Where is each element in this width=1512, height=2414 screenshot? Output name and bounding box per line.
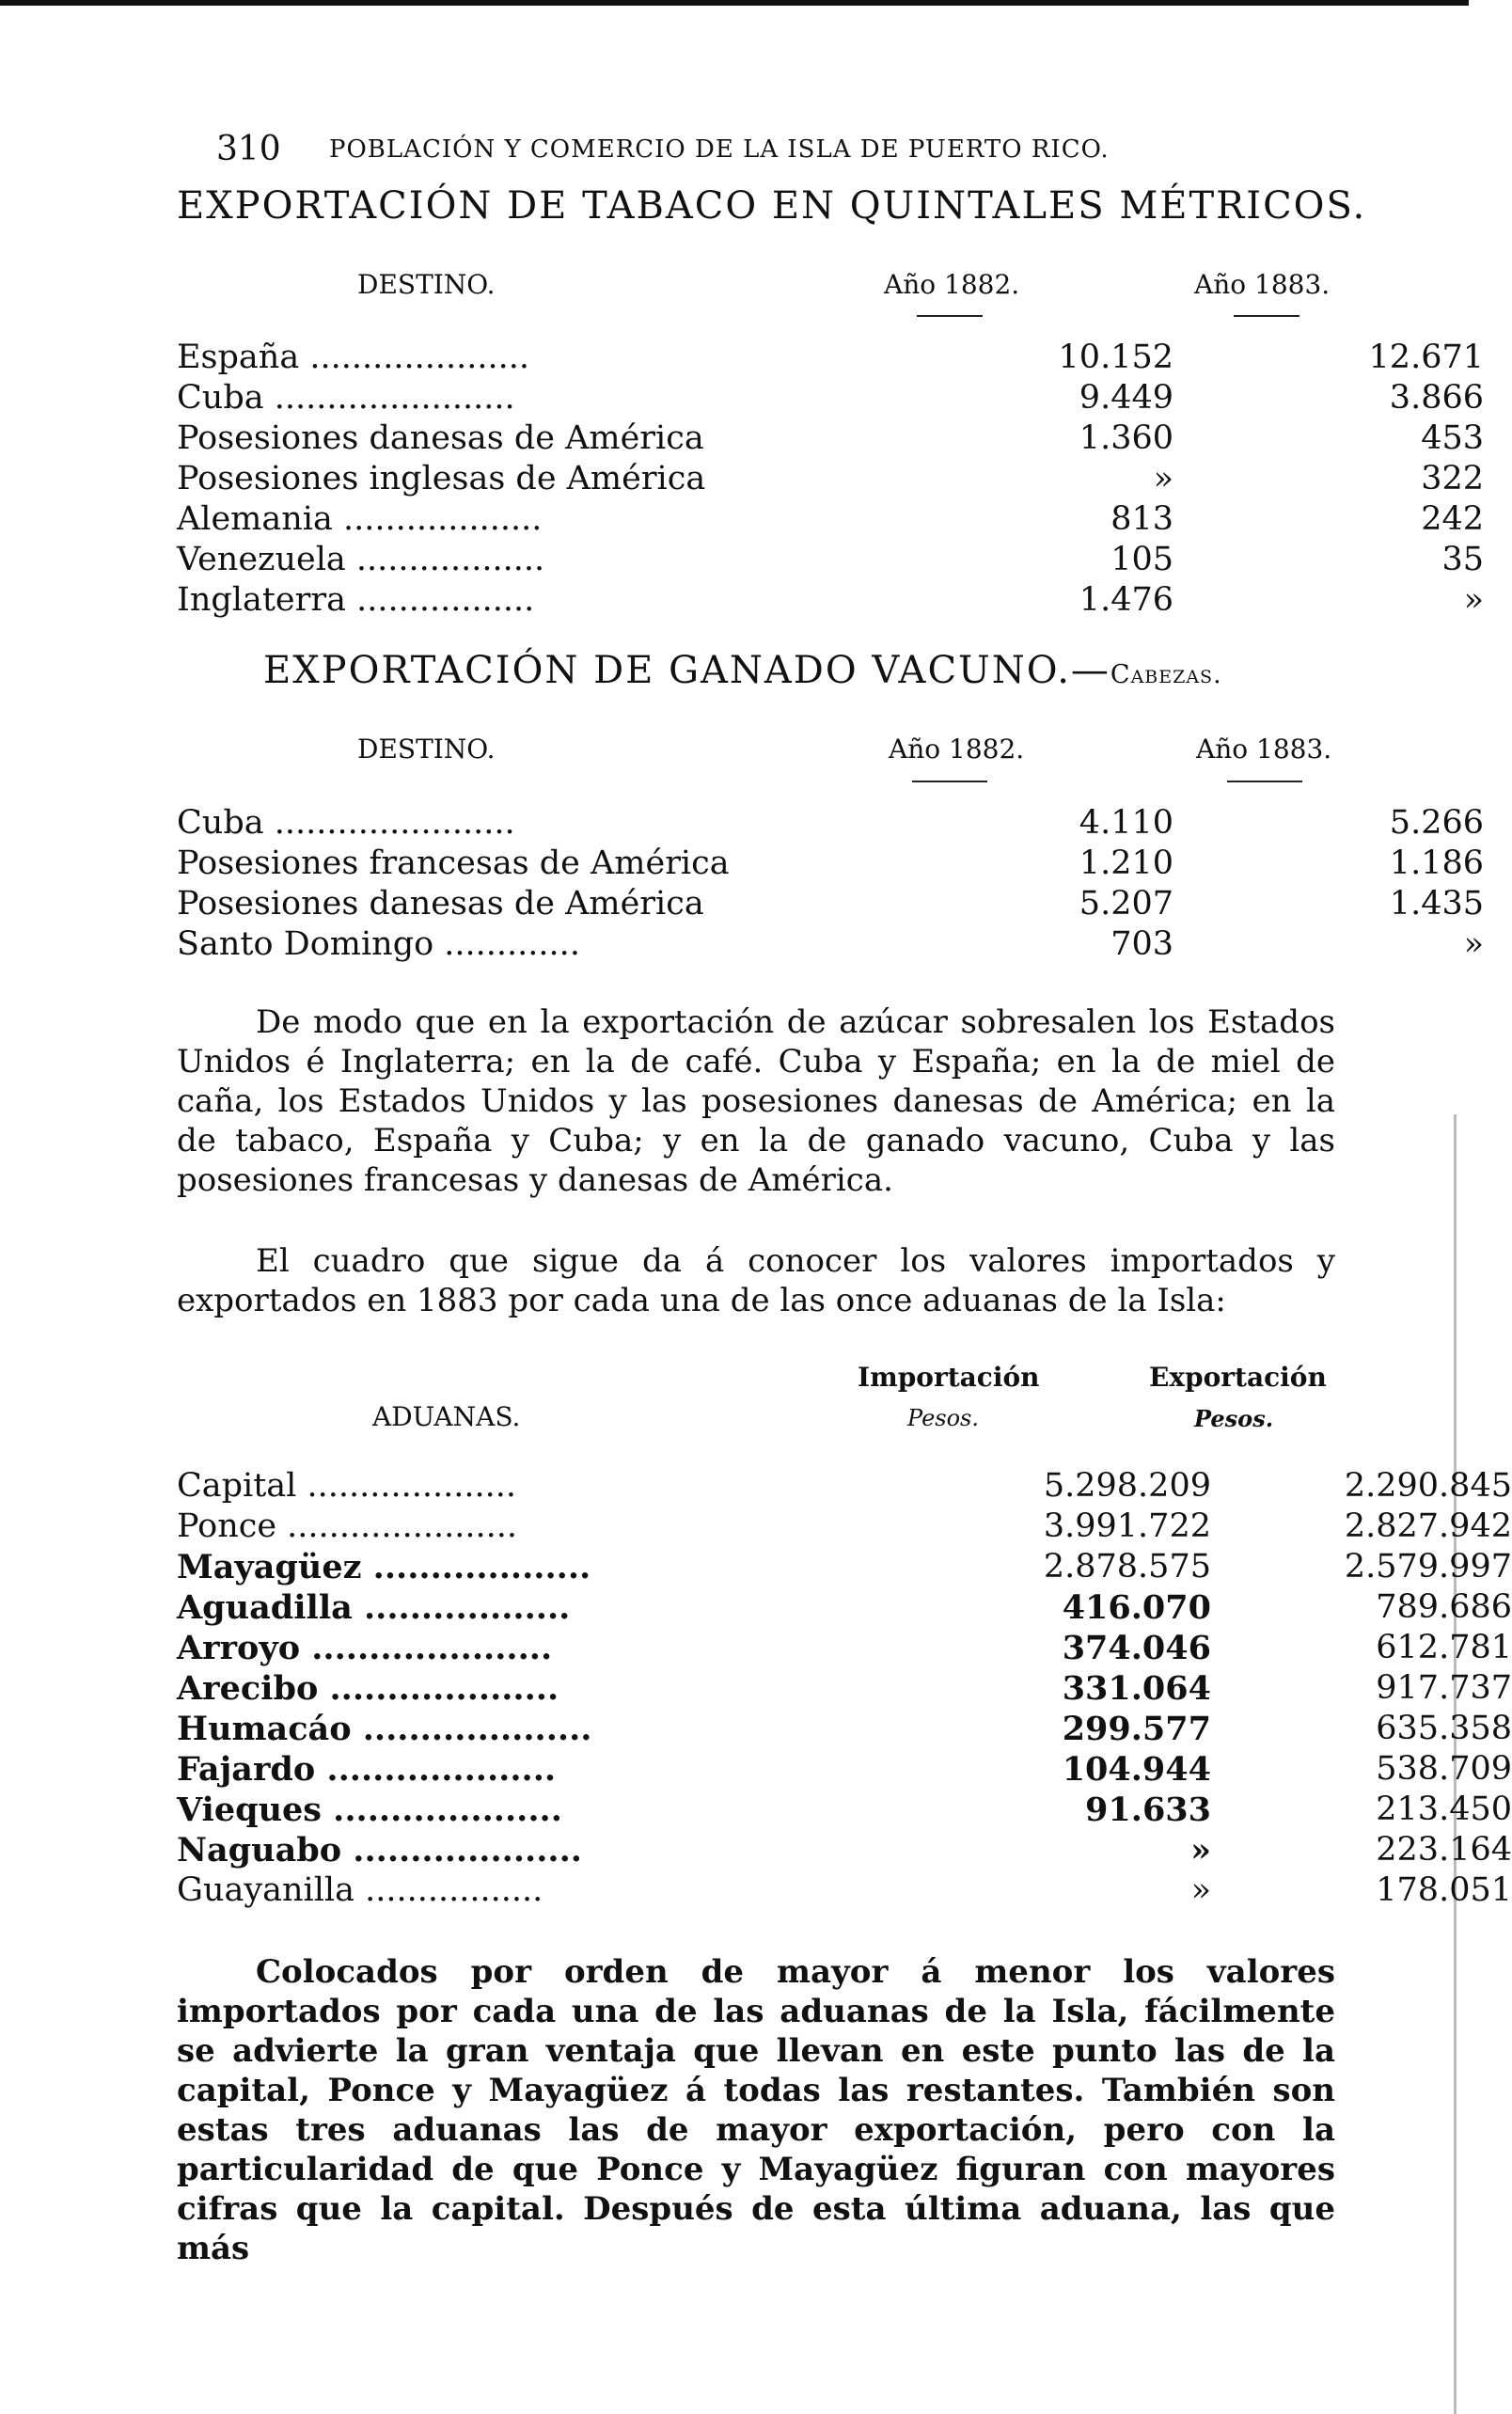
aduanas-cell-value-2: 178.051 xyxy=(1376,1871,1512,1909)
ganado-title-suffix: Cabezas. xyxy=(1110,660,1222,689)
aduanas-cell-value-2: 789.686 xyxy=(1376,1588,1512,1626)
table-row xyxy=(177,460,1484,499)
tabaco-rule-1883 xyxy=(1234,315,1299,317)
table-row xyxy=(177,1588,1512,1628)
aduanas-cell-value-1: 5.298.209 xyxy=(1043,1467,1211,1505)
tabaco-cell-value-1: 10.152 xyxy=(1058,339,1173,376)
table-row xyxy=(177,1750,1512,1790)
aduanas-unit-export: Pesos. xyxy=(1194,1405,1274,1432)
tabaco-cell-value-2: 3.866 xyxy=(1389,379,1484,417)
aduanas-cell-value-2: 2.579.997 xyxy=(1344,1548,1512,1586)
table-row xyxy=(177,1548,1512,1587)
aduanas-col-aduanas: ADUANAS. xyxy=(372,1401,521,1432)
table-row xyxy=(177,541,1484,580)
page-number: 310 xyxy=(216,130,281,168)
aduanas-cell-label: Aguadilla .................. xyxy=(177,1588,571,1627)
ganado-cell-label: Santo Domingo ............. xyxy=(177,925,580,963)
tabaco-cell-label: Inglaterra ................. xyxy=(177,581,535,619)
table-row xyxy=(177,1629,1512,1668)
table-row xyxy=(177,844,1484,884)
aduanas-unit-import: Pesos. xyxy=(907,1405,979,1431)
table-row xyxy=(177,1710,1512,1749)
tabaco-title: EXPORTACIÓN DE TABACO EN QUINTALES MÉTRICOS. xyxy=(177,184,1367,228)
aduanas-cell-value-2: 917.737 xyxy=(1376,1669,1512,1707)
aduanas-cell-value-2: 223.164 xyxy=(1376,1831,1512,1869)
table-row xyxy=(177,885,1484,924)
ganado-cell-label: Cuba ....................... xyxy=(177,804,515,842)
tabaco-cell-value-1: 105 xyxy=(1110,541,1173,578)
ganado-title xyxy=(263,649,1222,692)
table-row xyxy=(177,339,1484,378)
table-row xyxy=(177,1669,1512,1709)
tabaco-cell-label: Posesiones danesas de América xyxy=(177,419,704,457)
aduanas-cell-label: Arroyo ..................... xyxy=(177,1629,553,1667)
aduanas-cell-value-1: 104.944 xyxy=(1062,1750,1211,1789)
aduanas-cell-label: Arecibo .................... xyxy=(177,1669,559,1708)
table-row xyxy=(177,419,1484,459)
tabaco-cell-value-1: 813 xyxy=(1110,500,1173,538)
tabaco-cell-value-1: 1.360 xyxy=(1079,419,1173,457)
table-row xyxy=(177,804,1484,844)
aduanas-cell-value-1: 416.070 xyxy=(1062,1588,1211,1627)
ganado-cell-value-2: 1.435 xyxy=(1389,885,1484,923)
aduanas-cell-value-1: » xyxy=(1190,1871,1211,1909)
aduanas-col-import: Importación xyxy=(858,1362,1040,1393)
aduanas-cell-value-1: 2.878.575 xyxy=(1043,1548,1211,1586)
tabaco-cell-value-2: 322 xyxy=(1421,460,1484,497)
tabaco-cell-value-2: » xyxy=(1463,581,1484,619)
aduanas-cell-value-2: 2.827.942 xyxy=(1344,1507,1512,1545)
ganado-cell-value-1: 703 xyxy=(1110,925,1173,963)
aduanas-cell-value-1: 374.046 xyxy=(1062,1629,1211,1667)
ganado-col-destino: DESTINO. xyxy=(357,734,496,765)
ganado-rule-1883 xyxy=(1227,781,1302,782)
table-row xyxy=(177,925,1484,965)
table-row xyxy=(177,1791,1512,1830)
tabaco-col-1882: Año 1882. xyxy=(884,269,1020,300)
ganado-cell-value-1: 4.110 xyxy=(1079,804,1173,842)
ganado-cell-value-1: 1.210 xyxy=(1079,844,1173,882)
running-title: POBLACIÓN Y COMERCIO DE LA ISLA DE PUERTO RICO. xyxy=(329,135,1110,164)
tabaco-cell-label: España ..................... xyxy=(177,339,529,376)
ganado-cell-value-2: » xyxy=(1463,925,1484,963)
top-border xyxy=(0,0,1469,6)
aduanas-cell-value-1: 91.633 xyxy=(1085,1791,1211,1829)
aduanas-cell-value-2: 538.709 xyxy=(1376,1750,1512,1788)
table-row xyxy=(177,581,1484,621)
aduanas-cell-label: Fajardo .................... xyxy=(177,1750,557,1789)
aduanas-cell-label: Naguabo .................... xyxy=(177,1831,582,1870)
table-row xyxy=(177,1831,1512,1870)
tabaco-col-destino: DESTINO. xyxy=(357,269,496,300)
tabaco-cell-label: Alemania ................... xyxy=(177,500,543,538)
aduanas-cell-value-2: 213.450 xyxy=(1376,1791,1512,1828)
paragraph-1: De modo que en la exportación de azúcar sobresalen los Estados Unidos é Inglaterra; en la de café. Cuba y España; en la de miel de caña, los Estados Unidos y las posesiones danesas de América; en la de tabaco, España y Cuba; y en la de ganado vacuno, Cuba y las posesiones francesas y danesas de América. xyxy=(177,1003,1335,1199)
aduanas-col-export: Exportación xyxy=(1149,1362,1327,1393)
paragraph-3: Colocados por orden de mayor á menor los valores importados por cada una de las aduanas de la Isla, fácilmente se advierte la gran ventaja que llevan en este punto las de la capital, Ponce y Mayagüez á todas las restantes. También son estas tres aduanas las de mayor exportación, pero con la particularidad de que Ponce y Mayagüez figuran con mayores cifras que la capital. Después de esta última aduana, las que más xyxy=(177,1953,1335,2267)
ganado-cell-value-1: 5.207 xyxy=(1079,885,1173,923)
tabaco-cell-label: Posesiones inglesas de América xyxy=(177,460,706,497)
aduanas-cell-value-1: » xyxy=(1190,1831,1211,1870)
aduanas-cell-label: Vieques .................... xyxy=(177,1791,562,1829)
ganado-rule-1882 xyxy=(912,781,987,782)
ganado-cell-value-2: 1.186 xyxy=(1389,844,1484,882)
ganado-col-1882: Año 1882. xyxy=(889,734,1025,765)
table-row xyxy=(177,379,1484,418)
tabaco-rule-1882 xyxy=(917,315,983,317)
ganado-cell-label: Posesiones danesas de América xyxy=(177,885,704,923)
aduanas-cell-value-2: 635.358 xyxy=(1376,1710,1512,1747)
aduanas-cell-label: Guayanilla ................. xyxy=(177,1871,543,1909)
tabaco-cell-label: Cuba ....................... xyxy=(177,379,515,417)
tabaco-cell-value-2: 12.671 xyxy=(1368,339,1484,376)
ganado-col-1883: Año 1883. xyxy=(1196,734,1332,765)
tabaco-cell-value-2: 453 xyxy=(1421,419,1484,457)
aduanas-cell-label: Ponce ...................... xyxy=(177,1507,517,1545)
tabaco-col-1883: Año 1883. xyxy=(1194,269,1331,300)
table-row xyxy=(177,1871,1512,1911)
ganado-title-main: EXPORTACIÓN DE GANADO VACUNO.— xyxy=(263,649,1110,692)
ganado-cell-value-2: 5.266 xyxy=(1389,804,1484,842)
aduanas-cell-label: Capital .................... xyxy=(177,1467,517,1505)
tabaco-cell-value-2: 35 xyxy=(1441,541,1484,578)
paragraph-2: El cuadro que sigue da á conocer los valores importados y exportados en 1883 por cada una de las once aduanas de la Isla: xyxy=(177,1242,1335,1319)
aduanas-cell-value-2: 612.781 xyxy=(1376,1629,1512,1666)
table-row xyxy=(177,500,1484,540)
aduanas-cell-label: Mayagüez ................... xyxy=(177,1548,591,1586)
tabaco-cell-value-2: 242 xyxy=(1421,500,1484,538)
tabaco-cell-value-1: 1.476 xyxy=(1079,581,1173,619)
aduanas-cell-value-1: 331.064 xyxy=(1062,1669,1211,1708)
tabaco-cell-value-1: » xyxy=(1153,460,1173,497)
table-row xyxy=(177,1507,1512,1547)
aduanas-cell-label: Humacáo .................... xyxy=(177,1710,592,1748)
tabaco-cell-label: Venezuela .................. xyxy=(177,541,545,578)
aduanas-cell-value-1: 299.577 xyxy=(1062,1710,1211,1748)
aduanas-cell-value-2: 2.290.845 xyxy=(1344,1467,1512,1505)
ganado-cell-label: Posesiones francesas de América xyxy=(177,844,730,882)
aduanas-cell-value-1: 3.991.722 xyxy=(1043,1507,1211,1545)
table-row xyxy=(177,1467,1512,1507)
tabaco-cell-value-1: 9.449 xyxy=(1079,379,1173,417)
